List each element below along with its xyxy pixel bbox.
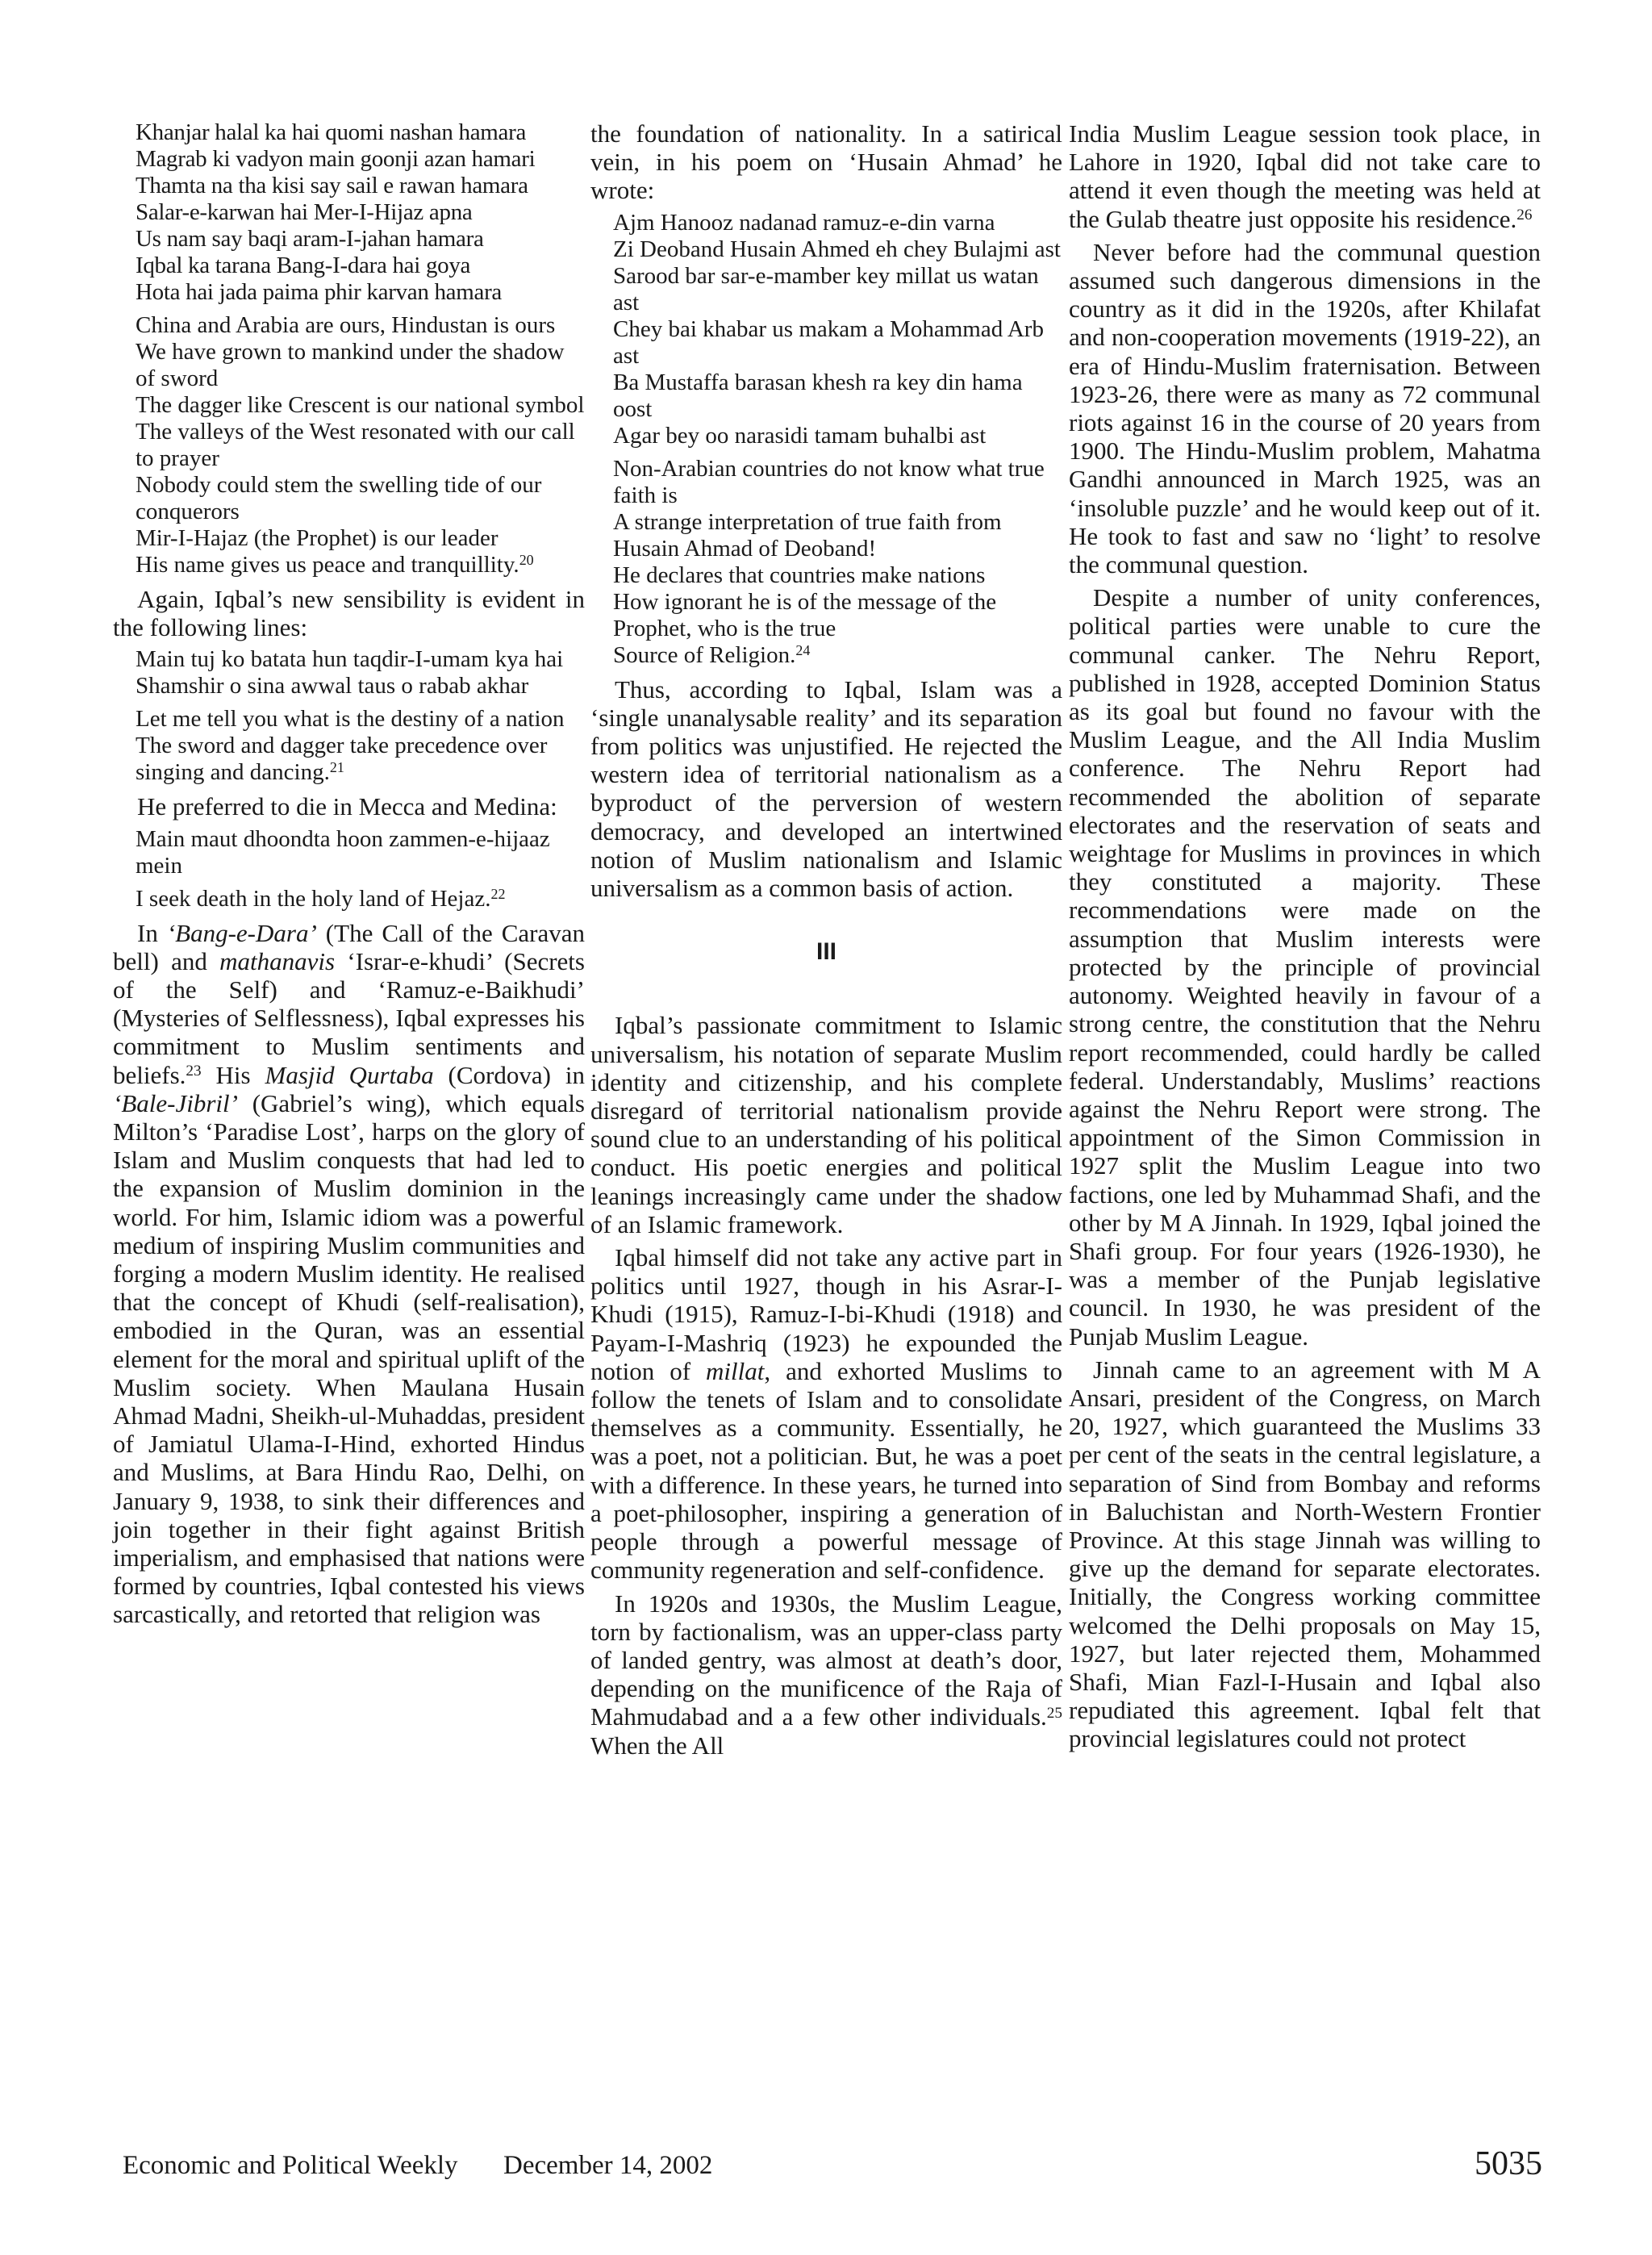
- column-3: [1069, 119, 1541, 1758]
- section-heading: III: [816, 938, 836, 966]
- paragraph: Again, Iqbal’s new sensibility is evident in the following lines:: [113, 585, 585, 642]
- verse-translation-2: [136, 706, 585, 786]
- verse-line: The dagger like Crescent is our national symbol: [136, 392, 585, 418]
- verse-line-text: The sword and dagger take precedence over singing and dancing.: [136, 733, 548, 786]
- paragraph: Despite a number of unity conferences, political parties were unable to cure the communal canker. The Nehru Report, published in 1928, accepted Dominion Status as its goal but found no favour with the Muslim League, and the All India Muslim conference. The Nehru Report had recommended the abolition of separate electorates and the reservation of seats and weightage for Muslims in provinces in which they constituted a majority. These recommendations were made on the assumption that Muslim interests were protected by the principle of provincial autonomy. Weighted heavily in favour of a strong centre, the constitution that the Nehru report recommended, could hardly be called federal. Understandably, Muslims’ reactions against the Nehru Report were strong. The appointment of the Simon Commission in 1927 split the Muslim League into two factions, one led by Muhammad Shafi, and the other by M A Jinnah. In 1929, Iqbal joined the Shafi group. For four years (1926-1930), he was a member of the Punjab legislative council. In 1930, he was president of the Punjab Muslim League.: [1069, 583, 1541, 1351]
- text-run: His: [201, 1060, 265, 1089]
- term-italic: mathanavis: [219, 946, 336, 975]
- title-italic: ‘Bang-e-Dara’: [166, 918, 317, 947]
- verse-line: [136, 552, 585, 578]
- verse-line: Main maut dhoondta hoon zammen-e-hijaaz mein: [136, 825, 550, 879]
- verse-urdu-2: [136, 646, 585, 699]
- verse-line: Let me tell you what is the destiny of a nation: [136, 706, 565, 733]
- verse-urdu-1: [136, 119, 585, 306]
- verse-line: A strange interpretation of true faith from Husain Ahmad of Deoband!: [613, 508, 1002, 562]
- verse-line: Shamshir o sina awwal taus o rabab akhar: [136, 673, 529, 699]
- verse-urdu-4: [613, 210, 1062, 449]
- column-2: [590, 119, 1062, 1764]
- page-footer: [123, 2144, 1542, 2185]
- verse-line-text: His name gives us peace and tranquillity.: [136, 552, 519, 578]
- paragraph: Never before had the communal question assumed such dangerous dimensions in the country as it did in the 1920s, after Khilafat and non-cooperation movements (1919-22), an era of Hindu-Muslim fraternisation. Between 1923-26, there were as many as 72 communal riots against 16 in the course of 20 years from 1900. The Hindu-Muslim problem, Mahatma Gandhi announced in March 1925, was an ‘insoluble puzzle’ and he would keep out of it. He took to fast and saw no ‘light’ to resolve the communal question.: [1069, 237, 1541, 579]
- verse-line: Thamta na tha kisi say sail e rawan hamara: [136, 173, 528, 198]
- text-run: Iqbal himself did not take any active part in politics until 1927, though in his Asrar-I-Khudi (1915), Ramuz-I-bi-Khudi (1918) and Payam-I-Mashriq (1923) he expounded the notion of: [590, 1243, 1062, 1385]
- verse-translation-3: [136, 886, 585, 912]
- verse-line: Magrab ki vadyon main goonji azan hamari: [136, 146, 536, 172]
- paragraph: [1069, 119, 1541, 233]
- paragraph: Thus, according to Iqbal, Islam was a ‘single unanalysable reality’ and its separation from politics was unjustified. He rejected the western idea of territorial nationalism as a byproduct of the perversion of western democracy, and developed an intertwined notion of Muslim nationalism and Islamic universalism as a common basis of action.: [590, 674, 1062, 903]
- footnote-ref: 21: [329, 759, 344, 776]
- footnote-ref: 22: [490, 885, 506, 902]
- journal-name: Economic and Political Weekly: [123, 2151, 458, 2180]
- verse-line: Hota hai jada paima phir karvan hamara: [136, 279, 503, 305]
- verse-line: [136, 886, 585, 912]
- verse-line: China and Arabia are ours, Hindustan is ours: [136, 312, 556, 338]
- footnote-ref: 24: [795, 641, 811, 658]
- footnote-ref: 20: [519, 552, 534, 569]
- text-run: When the All: [590, 1731, 724, 1760]
- paragraph: the foundation of nationality. In a satirical vein, in his poem on ‘Husain Ahmad’ he wrote:: [590, 119, 1062, 205]
- verse-line-text: I seek death in the holy land of Hejaz.: [136, 885, 491, 912]
- verse-line: Ba Mustaffa barasan khesh ra key din hama oost: [613, 369, 1023, 422]
- verse-line: Agar bey oo narasidi tamam buhalbi ast: [613, 422, 987, 449]
- page-number: 5035: [1475, 2145, 1542, 2182]
- title-italic: ‘Bale-Jibril’: [113, 1088, 238, 1117]
- verse-line: Chey bai khabar us makam a Mohammad Arb ast: [613, 315, 1044, 369]
- verse-line: Us nam say baqi aram-I-jahan hamara: [136, 226, 484, 252]
- verse-line: The valleys of the West resonated with our call to prayer: [136, 419, 575, 471]
- text-run: India Muslim League session took place, in Lahore in 1920, Iqbal did not take care to attend it even though the meeting was held at the Gulab theatre just opposite his residence.: [1069, 119, 1541, 233]
- footnote-ref: 26: [1516, 207, 1533, 223]
- text-run: (The Call of the Caravan bell) and: [113, 918, 586, 975]
- paragraph: [590, 1589, 1062, 1760]
- verse-line: Main tuj ko batata hun taqdir-I-umam kya hai: [136, 646, 564, 673]
- verse-line: Mir-I-Hajaz (the Prophet) is our leader: [136, 525, 499, 551]
- verse-line: Ajm Hanooz nadanad ramuz-e-din varna: [613, 209, 995, 236]
- verse-line: We have grown to mankind under the shadow of sword: [136, 339, 565, 391]
- verse-line-text: Source of Religion.: [613, 641, 796, 668]
- paragraph: [113, 919, 585, 1629]
- paragraph: He preferred to die in Mecca and Medina:: [137, 792, 557, 821]
- text-run: (Gabriel’s wing), which equals Milton’s ‘Paradise Lost’, harps on the glory of Islam and Muslim conquests that had led to the expansion of Muslim dominion in the world. For him, Islamic idiom was a powerful medium of inspiring Muslim communities and forging a modern Muslim identity. He realised that the concept of Khudi (self-realisation), embodied in the Quran, was an essential element for the moral and spiritual uplift of the Muslim society. When Maulana Husain Ahmad Madni, Sheikh-ul-Muhaddas, president of Jamiatul Ulama-I-Hind, exhorted Hindus and Muslims, at Bara Hindu Rao, Delhi, on January 9, 1938, to sink their differences and join together in their fight against British imperialism, and emphasised that nations were formed by countries, Iqbal contested his views sarcastically, and retorted that religion was: [113, 1088, 585, 1629]
- issue-date: December 14, 2002: [503, 2151, 713, 2180]
- verse-line: Sarood bar sar-e-mamber key millat us watan ast: [613, 262, 1039, 315]
- paragraph: [590, 1243, 1062, 1584]
- verse-line: Khanjar halal ka hai quomi nashan hamara: [136, 119, 527, 145]
- verse-line: Zi Deoband Husain Ahmed eh chey Bulajmi ast: [613, 236, 1061, 262]
- verse-translation-1: [136, 312, 585, 578]
- verse-line: Salar-e-karwan hai Mer-I-Hijaz apna: [136, 199, 473, 225]
- term-italic: millat: [706, 1356, 765, 1385]
- footnote-ref: 25: [1046, 1704, 1062, 1722]
- text-run: In 1920s and 1930s, the Muslim League, torn by factionalism, was an upper-class party of landed gentry, was almost at death’s door, depending on the munificence of the Raja of Mahmudabad and a a few other individuals.: [590, 1589, 1062, 1731]
- verse-line: [136, 733, 585, 786]
- paragraph: Jinnah came to an agreement with M A Ansari, president of the Congress, on March 20, 1927, which guaranteed the Muslims 33 per cent of the seats in the central legislature, a separation of Sind from Bombay and reforms in Baluchistan and North-Western Frontier Province. At this stage Jinnah was willing to give up the demand for separate electorates. Initially, the Congress working committee welcomed the Delhi proposals on May 15, 1927, but later rejected them, Mohammed Shafi, Mian Fazl-I-Husain and Iqbal also repudiated this agreement. Iqbal felt that provincial legislatures could not protect: [1069, 1355, 1541, 1753]
- text-run: , and exhorted Muslims to follow the tenets of Islam and to consolidate themselves as a community. Essentially, he was a poet, not a politician. But, he was a poet with a difference. In these years, he turned into a poet-philosopher, inspiring a generation of people through a powerful message of community regeneration and self-confidence.: [590, 1356, 1062, 1585]
- verse-line: Non-Arabian countries do not know what true faith is: [613, 455, 1045, 508]
- title-italic: Masjid Qurtaba: [265, 1060, 434, 1089]
- verse-line: [613, 642, 1062, 669]
- text-run: (Cordova) in: [433, 1060, 585, 1089]
- text-run: In: [137, 918, 167, 947]
- verse-urdu-3: [136, 826, 585, 879]
- paragraph: Iqbal’s passionate commitment to Islamic universalism, his notation of separate Muslim identity and citizenship, and his complete disregard of territorial nationalism provide sound clue to an understanding of his political conduct. His poetic energies and political leanings increasingly came under the shadow of an Islamic framework.: [590, 1011, 1062, 1238]
- footnote-ref: 23: [186, 1063, 202, 1080]
- verse-line: Nobody could stem the swelling tide of our conquerors: [136, 472, 542, 524]
- column-1: [113, 119, 585, 1634]
- verse-line: He declares that countries make nations: [613, 562, 986, 588]
- text-run: ‘Israr-e-khudi’ (Secrets of the Self) and ‘Ramuz-e-Baikhudi’ (Mysteries of Selflessness), Iqbal expresses his commitment to Muslim sentiments and beliefs.: [113, 946, 585, 1089]
- verse-translation-4: [613, 456, 1062, 669]
- verse-line: Iqbal ka tarana Bang-I-dara hai goya: [136, 253, 471, 278]
- verse-line: How ignorant he is of the message of the Prophet, who is the true: [613, 588, 997, 641]
